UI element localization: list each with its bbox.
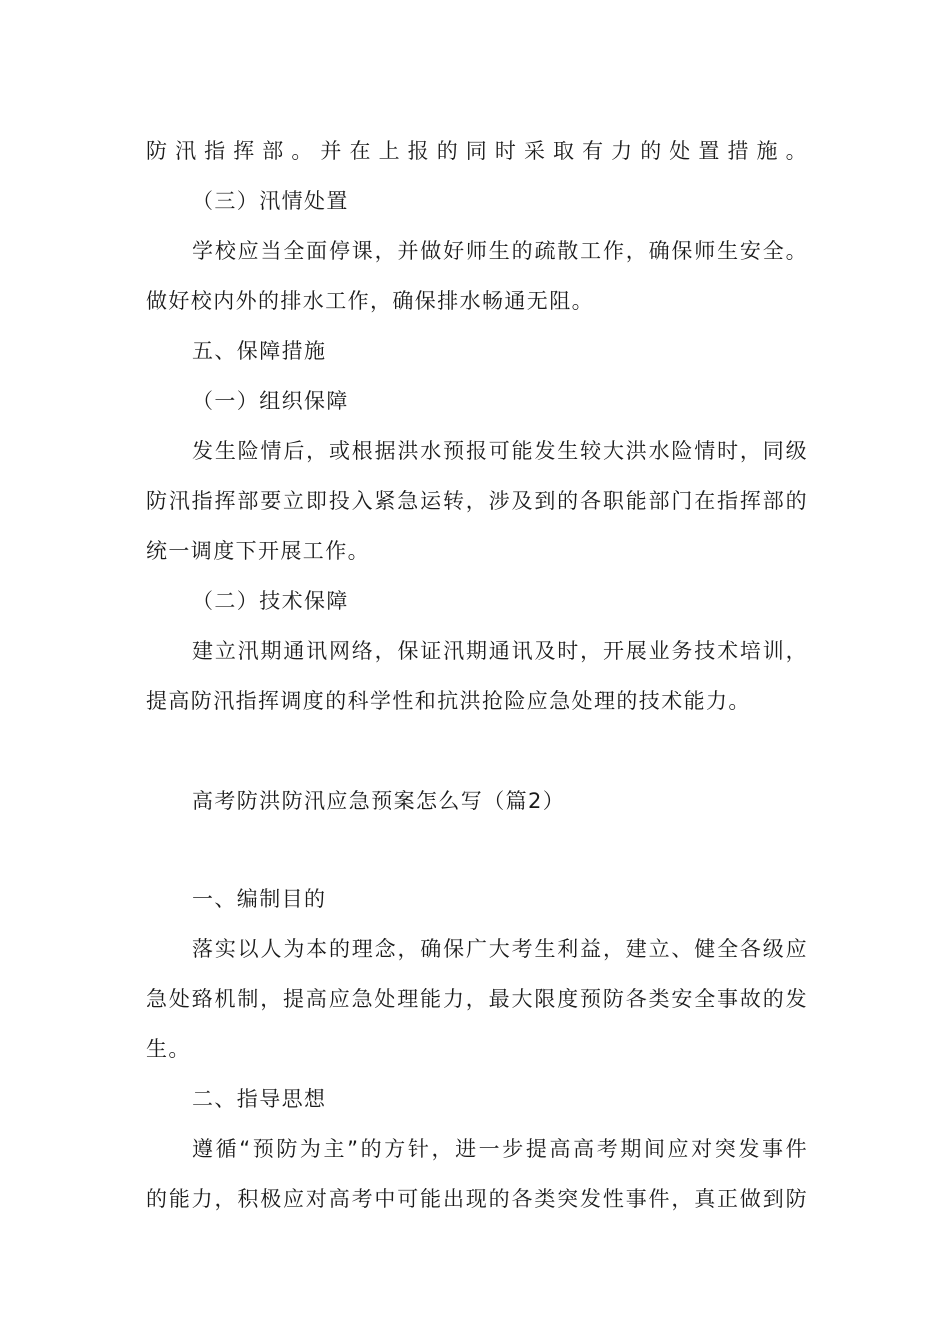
section-heading: （二）技术保障 [192,589,349,613]
section-heading: 二、指导思想 [192,1087,327,1111]
paragraph-line: 遵循“预防为主”的方针，进一步提高高考期间应对突发事件 [192,1137,808,1161]
paragraph-line: 学校应当全面停课，并做好师生的疏散工作，确保师生安全。 [192,239,808,263]
article-title: 高考防洪防汛应急预案怎么写（篇2） [192,789,566,813]
paragraph-line: 做好校内外的排水工作，确保排水畅通无阻。 [146,289,594,313]
section-heading: 五、保障措施 [192,339,327,363]
paragraph-line: 防汛指挥部要立即投入紧急运转，涉及到的各职能部门在指挥部的 [146,489,808,513]
paragraph-line: 落实以人为本的理念，确保广大考生利益，建立、健全各级应 [192,937,808,961]
paragraph-line: 的能力，积极应对高考中可能出现的各类突发性事件，真正做到防 [146,1187,808,1211]
section-heading: （一）组织保障 [192,389,349,413]
paragraph-line: 发生险情后，或根据洪水预报可能发生较大洪水险情时，同级 [192,439,808,463]
paragraph-line: 统一调度下开展工作。 [146,539,370,563]
section-heading: （三）汛情处置 [192,189,349,213]
section-heading: 一、编制目的 [192,887,327,911]
paragraph-line: 提高防汛指挥调度的科学性和抗洪抢险应急处理的技术能力。 [146,689,751,713]
paragraph-line: 建立汛期通讯网络，保证汛期通讯及时，开展业务技术培训， [192,639,808,663]
paragraph-line: 防汛指挥部。并在上报的同时采取有力的处置措施。 [146,139,808,163]
paragraph-line: 急处臵机制，提高应急处理能力，最大限度预防各类安全事故的发 [146,987,808,1011]
paragraph-line: 生。 [146,1037,191,1061]
